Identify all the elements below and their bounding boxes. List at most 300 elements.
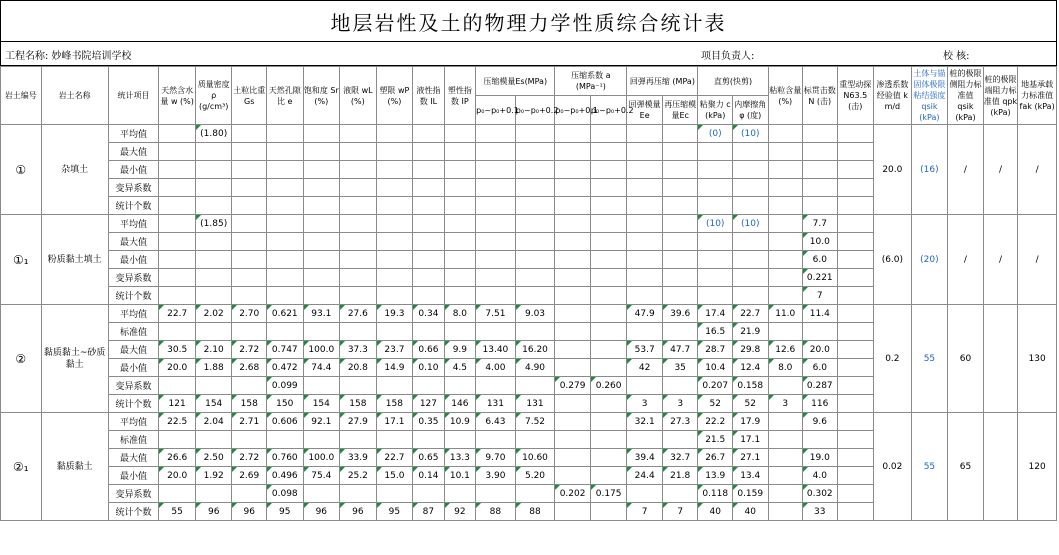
value-cell-wl: 27.6 (340, 305, 377, 323)
value-cell-void (266, 233, 303, 251)
value-cell-wp: 22.7 (376, 449, 413, 467)
value-cell-water: 26.6 (159, 449, 196, 467)
value-cell-void (266, 161, 303, 179)
header-spt: 标贯击数 N (击) (803, 67, 838, 125)
value-cell-c: 17.4 (698, 305, 733, 323)
value-cell-water: 30.5 (159, 341, 196, 359)
value-cell-phi (732, 197, 768, 215)
value-cell-clay (768, 467, 803, 485)
value-cell-clay (768, 233, 803, 251)
value-cell-void (266, 251, 303, 269)
value-cell-density: (1.85) (195, 215, 232, 233)
value-cell-dpt (837, 287, 874, 305)
value-cell-av1 (555, 125, 591, 143)
header-ec: 再压缩模量Ec (662, 96, 698, 125)
value-cell-ip (444, 233, 475, 251)
header-layer-name: 岩土名称 (41, 67, 108, 125)
value-cell-es2 (515, 161, 555, 179)
stat-item-cell: 平均值 (108, 125, 159, 143)
value-cell-dpt (837, 431, 874, 449)
value-cell-es1: 4.00 (476, 359, 516, 377)
stat-item-cell: 平均值 (108, 215, 159, 233)
value-cell-phi: 17.1 (732, 431, 768, 449)
value-cell-clay (768, 215, 803, 233)
value-cell-gs (232, 233, 267, 251)
value-cell-es2: 9.03 (515, 305, 555, 323)
value-cell-water (159, 323, 196, 341)
value-cell-spt: 4.0 (803, 467, 838, 485)
value-cell-es2: 5.20 (515, 467, 555, 485)
value-cell-c: (0) (698, 125, 733, 143)
value-cell-dpt (837, 449, 874, 467)
header-k: 渗透系数经验值 k m/d (874, 67, 912, 125)
value-cell-ip (444, 269, 475, 287)
value-cell-ip (444, 125, 475, 143)
value-cell-ip (444, 287, 475, 305)
layer-k-cell: (6.0) (874, 215, 912, 305)
value-cell-phi: 0.159 (732, 485, 768, 503)
value-cell-phi (732, 161, 768, 179)
value-cell-wp (376, 287, 413, 305)
value-cell-ec (662, 215, 698, 233)
value-cell-dpt (837, 341, 874, 359)
value-cell-water (159, 215, 196, 233)
value-cell-phi (732, 233, 768, 251)
value-cell-c: 28.7 (698, 341, 733, 359)
value-cell-gs (232, 215, 267, 233)
value-cell-phi (732, 287, 768, 305)
value-cell-ee (627, 287, 663, 305)
value-cell-spt: 9.6 (803, 413, 838, 431)
value-cell-av2 (590, 287, 627, 305)
value-cell-il (413, 323, 444, 341)
value-cell-es1 (476, 143, 516, 161)
value-cell-gs (232, 125, 267, 143)
value-cell-c (698, 287, 733, 305)
info-bar (0, 42, 1057, 66)
value-cell-spt (803, 161, 838, 179)
value-cell-il (413, 431, 444, 449)
value-cell-il: 0.35 (413, 413, 444, 431)
value-cell-spt (803, 125, 838, 143)
value-cell-ee (627, 143, 663, 161)
value-cell-ee (627, 269, 663, 287)
value-cell-dpt (837, 413, 874, 431)
value-cell-av1 (555, 161, 591, 179)
value-cell-av2 (590, 359, 627, 377)
layer-fak-cell: / (1018, 125, 1057, 215)
value-cell-water (159, 179, 196, 197)
value-cell-c: 13.9 (698, 467, 733, 485)
value-cell-sat: 92.1 (303, 413, 340, 431)
value-cell-clay (768, 179, 803, 197)
value-cell-es2 (515, 377, 555, 395)
layer-fak-cell: 120 (1018, 413, 1057, 521)
value-cell-wl (340, 269, 377, 287)
layer-qsik-cell: 55 (911, 305, 948, 413)
stat-item-cell: 最小值 (108, 359, 159, 377)
value-cell-spt: 10.0 (803, 233, 838, 251)
value-cell-ee: 7 (627, 503, 663, 521)
stat-item-cell: 平均值 (108, 413, 159, 431)
value-cell-il (413, 269, 444, 287)
value-cell-av2 (590, 341, 627, 359)
value-cell-es2 (515, 269, 555, 287)
value-cell-es1: 131 (476, 395, 516, 413)
value-cell-dpt (837, 485, 874, 503)
value-cell-c: 22.2 (698, 413, 733, 431)
table-row (1, 305, 1057, 323)
value-cell-il: 127 (413, 395, 444, 413)
value-cell-wp (376, 233, 413, 251)
value-cell-spt (803, 197, 838, 215)
stat-item-cell: 最小值 (108, 251, 159, 269)
value-cell-phi: 52 (732, 395, 768, 413)
header-rebound-group: 回弹再压缩 (MPa) (627, 67, 698, 96)
value-cell-es1: 6.43 (476, 413, 516, 431)
value-cell-void (266, 215, 303, 233)
value-cell-density: 2.50 (195, 449, 232, 467)
value-cell-c: 40 (698, 503, 733, 521)
value-cell-av1 (555, 467, 591, 485)
value-cell-c: 0.118 (698, 485, 733, 503)
value-cell-void (266, 179, 303, 197)
value-cell-c: 26.7 (698, 449, 733, 467)
value-cell-ec (662, 431, 698, 449)
value-cell-ec (662, 161, 698, 179)
header-il: 液性指数 IL (413, 67, 444, 125)
table-row (1, 125, 1057, 143)
value-cell-c: 0.207 (698, 377, 733, 395)
value-cell-sat: 154 (303, 395, 340, 413)
value-cell-il: 0.14 (413, 467, 444, 485)
value-cell-clay (768, 143, 803, 161)
value-cell-density: 2.04 (195, 413, 232, 431)
value-cell-av2 (590, 305, 627, 323)
value-cell-density: 1.88 (195, 359, 232, 377)
value-cell-wp (376, 269, 413, 287)
value-cell-void: 0.099 (266, 377, 303, 395)
value-cell-sat (303, 287, 340, 305)
layer-code-cell: ①₁ (1, 215, 42, 305)
value-cell-av1 (555, 143, 591, 161)
value-cell-ip (444, 179, 475, 197)
value-cell-spt: 7.7 (803, 215, 838, 233)
value-cell-av2: 0.175 (590, 485, 627, 503)
layer-code-cell: ② (1, 305, 42, 413)
value-cell-density: 1.92 (195, 467, 232, 485)
value-cell-density (195, 161, 232, 179)
value-cell-spt (803, 179, 838, 197)
value-cell-c (698, 251, 733, 269)
value-cell-sat: 74.4 (303, 359, 340, 377)
value-cell-clay: 11.0 (768, 305, 803, 323)
stat-item-cell: 最大值 (108, 233, 159, 251)
stat-item-cell: 最大值 (108, 449, 159, 467)
value-cell-phi (732, 143, 768, 161)
value-cell-phi (732, 269, 768, 287)
value-cell-c (698, 197, 733, 215)
value-cell-gs (232, 287, 267, 305)
value-cell-wl (340, 251, 377, 269)
value-cell-ee: 32.1 (627, 413, 663, 431)
value-cell-void (266, 431, 303, 449)
layer-k-cell: 0.2 (874, 305, 912, 413)
value-cell-es1: 3.90 (476, 467, 516, 485)
value-cell-av2 (590, 161, 627, 179)
value-cell-water (159, 287, 196, 305)
value-cell-es2: 4.90 (515, 359, 555, 377)
value-cell-av2: 0.260 (590, 377, 627, 395)
value-cell-sat (303, 197, 340, 215)
value-cell-ip: 92 (444, 503, 475, 521)
value-cell-void: 95 (266, 503, 303, 521)
header-gs: 土粒比重 Gs (232, 67, 267, 125)
layer-name-cell: 粉质黏土填土 (41, 215, 108, 305)
value-cell-ec (662, 485, 698, 503)
value-cell-wl (340, 125, 377, 143)
value-cell-es2 (515, 287, 555, 305)
value-cell-av2 (590, 431, 627, 449)
value-cell-clay (768, 287, 803, 305)
value-cell-il (413, 251, 444, 269)
value-cell-ip (444, 197, 475, 215)
value-cell-ip (444, 143, 475, 161)
value-cell-c: 16.5 (698, 323, 733, 341)
value-cell-wl (340, 161, 377, 179)
value-cell-es1: 9.70 (476, 449, 516, 467)
value-cell-ee (627, 233, 663, 251)
value-cell-ee: 42 (627, 359, 663, 377)
layer-fak-cell: / (1018, 215, 1057, 305)
value-cell-es2: 16.20 (515, 341, 555, 359)
value-cell-av1 (555, 413, 591, 431)
header-qsik: 土体与锚固体极限粘结强度 qsik (kPa) (911, 67, 948, 125)
value-cell-gs (232, 269, 267, 287)
value-cell-sat (303, 251, 340, 269)
value-cell-spt: 116 (803, 395, 838, 413)
value-cell-sat (303, 179, 340, 197)
stat-item-cell: 最小值 (108, 161, 159, 179)
value-cell-es2: 7.52 (515, 413, 555, 431)
value-cell-wl: 27.9 (340, 413, 377, 431)
value-cell-av1 (555, 251, 591, 269)
value-cell-c (698, 269, 733, 287)
header-av1: p₀~p₀+0.1 (555, 96, 591, 125)
value-cell-clay (768, 161, 803, 179)
value-cell-av1 (555, 449, 591, 467)
value-cell-wl (340, 287, 377, 305)
value-cell-dpt (837, 359, 874, 377)
value-cell-void (266, 125, 303, 143)
value-cell-ec (662, 377, 698, 395)
value-cell-il: 0.10 (413, 359, 444, 377)
value-cell-spt: 33 (803, 503, 838, 521)
value-cell-il (413, 377, 444, 395)
value-cell-wl (340, 179, 377, 197)
value-cell-wl (340, 197, 377, 215)
value-cell-wp (376, 377, 413, 395)
stat-item-cell: 变异系数 (108, 179, 159, 197)
stat-item-cell: 标准值 (108, 431, 159, 449)
value-cell-gs (232, 143, 267, 161)
value-cell-wl: 25.2 (340, 467, 377, 485)
value-cell-spt (803, 431, 838, 449)
value-cell-wl: 37.3 (340, 341, 377, 359)
layer-qsk-cell: / (948, 215, 984, 305)
header-void: 天然孔隙比 e (266, 67, 303, 125)
value-cell-wp (376, 251, 413, 269)
layer-k-cell: 0.02 (874, 413, 912, 521)
value-cell-clay (768, 503, 803, 521)
value-cell-ee (627, 323, 663, 341)
value-cell-sat: 93.1 (303, 305, 340, 323)
value-cell-il: 0.66 (413, 341, 444, 359)
value-cell-gs: 2.72 (232, 449, 267, 467)
value-cell-ec (662, 251, 698, 269)
layer-code-cell: ②₁ (1, 413, 42, 521)
value-cell-wp: 23.7 (376, 341, 413, 359)
value-cell-void: 0.747 (266, 341, 303, 359)
value-cell-water: 20.0 (159, 467, 196, 485)
value-cell-phi: 13.4 (732, 467, 768, 485)
value-cell-ip: 4.5 (444, 359, 475, 377)
value-cell-ee (627, 251, 663, 269)
value-cell-es1 (476, 377, 516, 395)
value-cell-wl: 33.9 (340, 449, 377, 467)
value-cell-c: (10) (698, 215, 733, 233)
value-cell-c: 10.4 (698, 359, 733, 377)
value-cell-c: 21.5 (698, 431, 733, 449)
value-cell-av2 (590, 413, 627, 431)
value-cell-ee: 39.4 (627, 449, 663, 467)
value-cell-il: 87 (413, 503, 444, 521)
value-cell-av1 (555, 323, 591, 341)
value-cell-dpt (837, 395, 874, 413)
value-cell-phi: 40 (732, 503, 768, 521)
value-cell-dpt (837, 179, 874, 197)
table-row (1, 215, 1057, 233)
value-cell-void: 0.621 (266, 305, 303, 323)
value-cell-ec: 21.8 (662, 467, 698, 485)
value-cell-sat (303, 485, 340, 503)
value-cell-wp (376, 197, 413, 215)
value-cell-density: 154 (195, 395, 232, 413)
value-cell-ec (662, 125, 698, 143)
layer-code-cell: ① (1, 125, 42, 215)
value-cell-gs (232, 323, 267, 341)
value-cell-es1 (476, 323, 516, 341)
value-cell-ec (662, 233, 698, 251)
value-cell-av2 (590, 143, 627, 161)
value-cell-phi: (10) (732, 215, 768, 233)
value-cell-ec (662, 287, 698, 305)
value-cell-water (159, 431, 196, 449)
value-cell-av1 (555, 179, 591, 197)
value-cell-gs (232, 485, 267, 503)
value-cell-clay (768, 269, 803, 287)
value-cell-ip (444, 323, 475, 341)
value-cell-sat: 100.0 (303, 449, 340, 467)
value-cell-density (195, 143, 232, 161)
value-cell-es2 (515, 233, 555, 251)
value-cell-void: 0.472 (266, 359, 303, 377)
layer-qsik-cell: (16) (911, 125, 948, 215)
value-cell-av2 (590, 215, 627, 233)
value-cell-spt: 20.0 (803, 341, 838, 359)
value-cell-void (266, 143, 303, 161)
value-cell-phi: (10) (732, 125, 768, 143)
stat-item-cell: 统计个数 (108, 197, 159, 215)
value-cell-sat: 96 (303, 503, 340, 521)
header-av2: p₀~p₀+0.2 (590, 96, 627, 125)
value-cell-void: 0.606 (266, 413, 303, 431)
value-cell-spt: 11.4 (803, 305, 838, 323)
value-cell-ip: 8.0 (444, 305, 475, 323)
value-cell-clay: 3 (768, 395, 803, 413)
value-cell-ee (627, 215, 663, 233)
value-cell-es2 (515, 485, 555, 503)
property-table (0, 66, 1057, 521)
value-cell-spt: 7 (803, 287, 838, 305)
value-cell-ee: 47.9 (627, 305, 663, 323)
value-cell-gs: 2.71 (232, 413, 267, 431)
header-water: 天然含水量 w (%) (159, 67, 196, 125)
value-cell-av1 (555, 287, 591, 305)
layer-qsk-cell: 65 (948, 413, 984, 521)
value-cell-gs: 2.72 (232, 341, 267, 359)
value-cell-water (159, 485, 196, 503)
value-cell-av2 (590, 269, 627, 287)
value-cell-phi: 22.7 (732, 305, 768, 323)
value-cell-es1 (476, 197, 516, 215)
value-cell-void (266, 287, 303, 305)
layer-name-cell: 黏质黏土~砂质黏土 (41, 305, 108, 413)
value-cell-wl (340, 485, 377, 503)
value-cell-ip (444, 431, 475, 449)
value-cell-es2: 131 (515, 395, 555, 413)
value-cell-c (698, 179, 733, 197)
value-cell-clay (768, 413, 803, 431)
value-cell-es1 (476, 161, 516, 179)
value-cell-wp: 17.1 (376, 413, 413, 431)
value-cell-water: 22.7 (159, 305, 196, 323)
value-cell-av1 (555, 395, 591, 413)
value-cell-c (698, 161, 733, 179)
value-cell-wp (376, 323, 413, 341)
value-cell-sat (303, 161, 340, 179)
value-cell-dpt (837, 305, 874, 323)
value-cell-phi (732, 179, 768, 197)
value-cell-wl (340, 431, 377, 449)
value-cell-ip: 10.1 (444, 467, 475, 485)
value-cell-sat (303, 233, 340, 251)
value-cell-av2 (590, 503, 627, 521)
stat-item-cell: 最小值 (108, 467, 159, 485)
value-cell-es1 (476, 179, 516, 197)
value-cell-water: 121 (159, 395, 196, 413)
value-cell-ee (627, 377, 663, 395)
value-cell-wp: 19.3 (376, 305, 413, 323)
value-cell-ec (662, 269, 698, 287)
value-cell-ec: 3 (662, 395, 698, 413)
value-cell-water (159, 377, 196, 395)
value-cell-gs: 2.70 (232, 305, 267, 323)
value-cell-sat (303, 431, 340, 449)
stat-item-cell: 最大值 (108, 341, 159, 359)
value-cell-dpt (837, 215, 874, 233)
value-cell-density (195, 323, 232, 341)
